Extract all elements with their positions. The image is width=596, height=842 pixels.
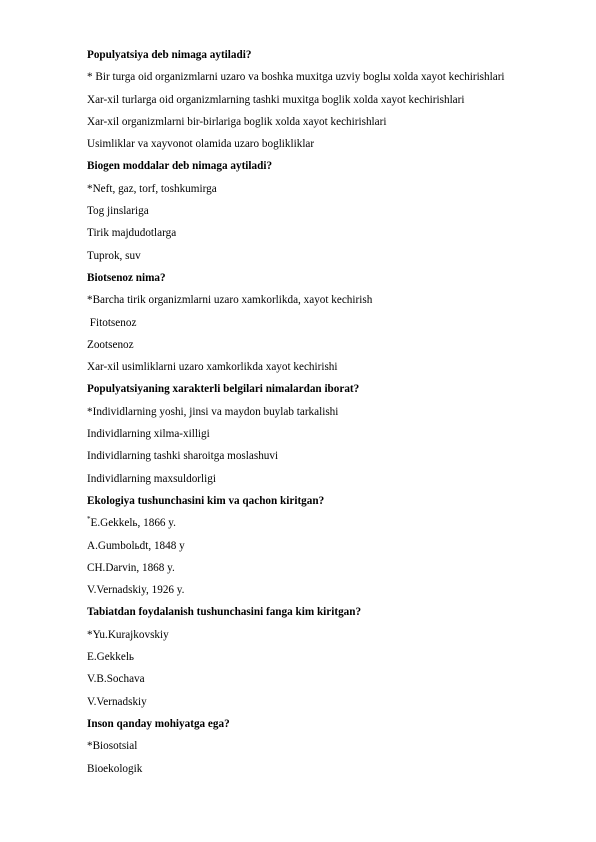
document-page: [87, 44, 567, 780]
correct-mark: *: [87, 515, 91, 524]
answer-2-3: Tirik majdudotlarga: [87, 227, 177, 240]
answer-2-4: Tuprok, suv: [87, 249, 141, 262]
question-3: Biotsenoz nima?: [87, 271, 166, 284]
answer-6-3: V.B.Sochava: [87, 673, 145, 686]
question-1: Populyatsiya deb nimaga aytiladi?: [87, 49, 252, 61]
answer-3-4: Xar-xil usimliklarni uzaro xamkorlikda xayot kechirishi: [87, 361, 338, 374]
answer-4-4: Individlarning maxsuldorligi: [87, 472, 216, 485]
answer-5-1-text: E.Gekkelь, 1866 y.: [90, 517, 176, 530]
answer-3-2: Fitotsenoz: [87, 316, 137, 329]
question-5: Ekologiya tushunchasini kim va qachon kiritgan?: [87, 494, 325, 507]
answer-4-2: Individlarning xilma-xilligi: [87, 428, 210, 441]
answer-4-3: Individlarning tashki sharoitga moslashuvi: [87, 450, 279, 463]
answer-3-3: Zootsenoz: [87, 338, 134, 351]
question-6: Tabiatdan foydalanish tushunchasini fanga kim kiritgan?: [87, 606, 362, 619]
answer-5-2: A.Gumbolьdt, 1848 y: [87, 539, 185, 552]
answer-6-1: *Yu.Kurajkovskiy: [87, 628, 169, 641]
answer-5-3: CH.Darvin, 1868 y.: [87, 561, 175, 574]
answer-5-4: V.Vernadskiy, 1926 y.: [87, 584, 185, 597]
question-7: Inson qanday mohiyatga ega?: [87, 717, 230, 730]
question-2: Biogen moddalar deb nimaga aytiladi?: [87, 160, 273, 173]
answer-6-4: V.Vernadskiy: [87, 695, 147, 708]
answer-2-2: Tog jinslariga: [87, 205, 149, 218]
answer-1-4: Usimliklar va xayvonot olamida uzaro boglikliklar: [87, 138, 315, 151]
answer-7-1: *Biosotsial: [87, 740, 138, 753]
answer-1-2: Xar-xil turlarga oid organizmlarning tashki muxitga boglik xolda xayot kechirishlari: [87, 93, 465, 106]
answer-1-3: Xar-xil organizmlarni bir-birlariga boglik xolda xayot kechirishlari: [87, 115, 387, 128]
question-4: Populyatsiyaning xarakterli belgilari nimalardan iborat?: [87, 383, 360, 396]
answer-7-2: Bioekologik: [87, 762, 143, 775]
answer-5-1: [87, 512, 567, 534]
answer-6-2: E.Gekkelь: [87, 651, 135, 664]
answer-2-1: *Neft, gaz, torf, toshkumirga: [87, 182, 217, 195]
answer-1-1: * Bir turga oid organizmlarni uzaro va boshka muxitga uzviy boglы xolda xayot kechirishlari: [87, 71, 505, 84]
answer-3-1: *Barcha tirik organizmlarni uzaro xamkorlikda, xayot kechirish: [87, 294, 373, 307]
answer-4-1: *Individlarning yoshi, jinsi va maydon buylab tarkalishi: [87, 405, 339, 418]
